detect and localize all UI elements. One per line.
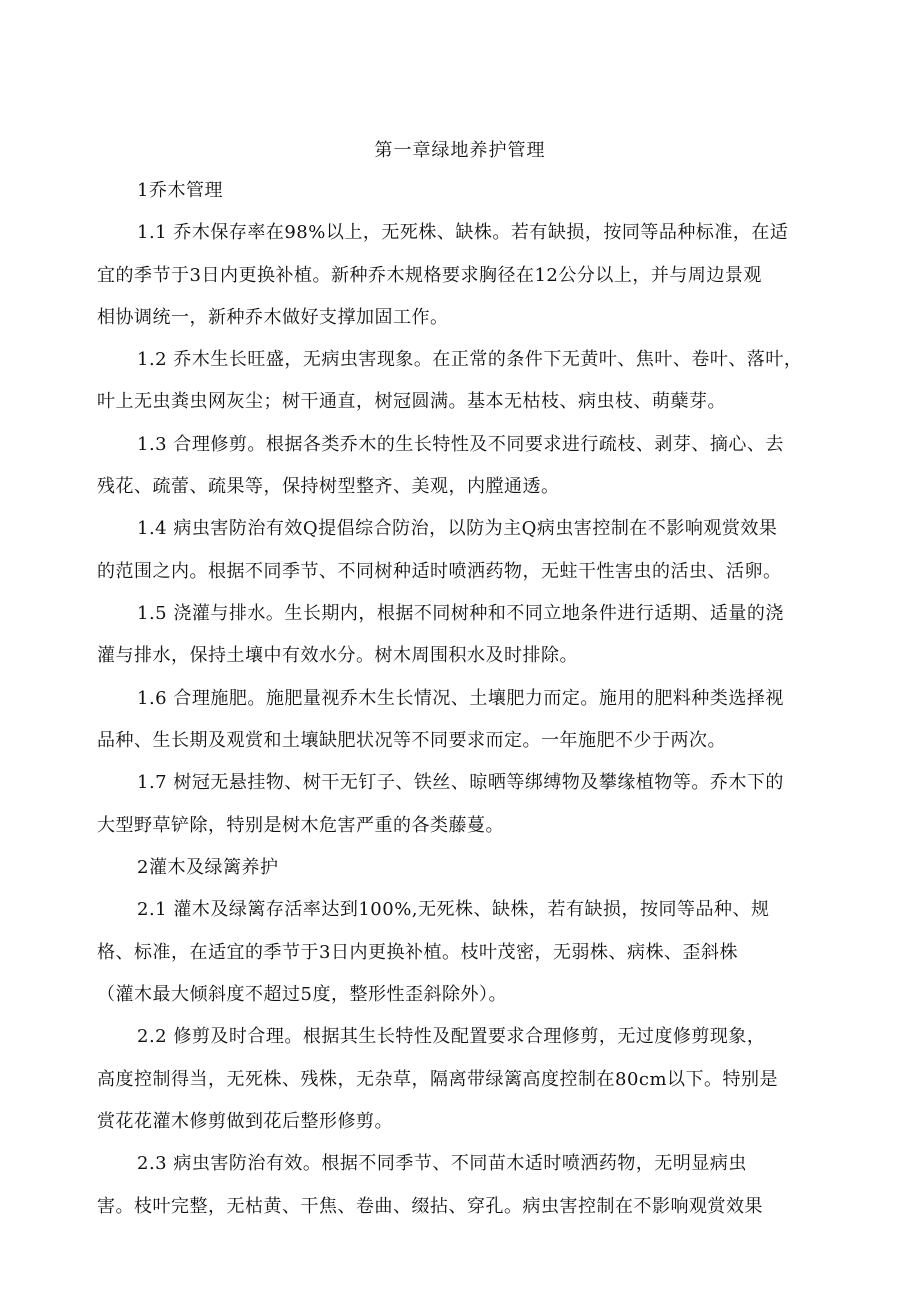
paragraph-line: 格、标准，在适宜的季节于3日内更换补植。枝叶茂密，无弱株、病株、歪斜株 bbox=[97, 942, 738, 963]
paragraph-line: 害。枝叶完整，无枯黄、干焦、卷曲、缀拈、穿孔。病虫害控制在不影响观赏效果 bbox=[97, 1196, 763, 1217]
paragraph-line: 1.5 浇灌与排水。生长期内，根据不同树种和不同立地条件进行适期、适量的浇 bbox=[137, 603, 784, 624]
paragraph-line: 2.2 修剪及时合理。根据其生长特性及配置要求合理修剪，无过度修剪现象， bbox=[137, 1026, 766, 1047]
section-heading-1: 1乔木管理 bbox=[137, 180, 223, 201]
paragraph-line: 1.2 乔木生长旺盛，无病虫害现象。在正常的条件下无黄叶、焦叶、卷叶、落叶， bbox=[137, 349, 803, 370]
paragraph-line: 2.1 灌木及绿篱存活率达到100%,无死株、缺株，若有缺损，按同等品种、规 bbox=[137, 899, 770, 920]
paragraph-line: 的范围之内。根据不同季节、不同树种适时喷洒药物，无蛀干性害虫的活虫、活卵。 bbox=[97, 561, 782, 582]
paragraph-line: 品种、生长期及观赏和土壤缺肥状况等不同要求而定。一年施肥不少于两次。 bbox=[97, 730, 726, 751]
paragraph-line: 高度控制得当，无死株、残株，无杂草，隔离带绿篱高度控制在80cm以下。特别是 bbox=[97, 1069, 779, 1090]
paragraph-line: 1.7 树冠无悬挂物、树干无钉子、铁丝、晾晒等绑缚物及攀缘植物等。乔木下的 bbox=[137, 772, 784, 793]
paragraph-line: 残花、疏蕾、疏果等，保持树型整齐、美观，内膛通透。 bbox=[97, 476, 560, 497]
paragraph-line: 1.6 合理施肥。施肥量视乔木生长情况、土壤肥力而定。施用的肥料种类选择视 bbox=[137, 688, 784, 709]
paragraph-line: 1.4 病虫害防治有效Q提倡综合防治，以防为主Q病虫害控制在不影响观赏效果 bbox=[137, 518, 778, 539]
paragraph-line: 宜的季节于3日内更换补植。新种乔木规格要求胸径在12公分以上，并与周边景观 bbox=[97, 265, 762, 286]
paragraph-line: （灌木最大倾斜度不超过5度，整形性歪斜除外）。 bbox=[97, 984, 507, 1005]
paragraph-line: 相协调统一，新种乔木做好支撑加固工作。 bbox=[97, 307, 449, 328]
section-heading-2: 2灌木及绿篱养护 bbox=[137, 857, 279, 878]
paragraph-line: 1.1 乔木保存率在98%以上，无死株、缺株。若有缺损，按同等品种标准，在适 bbox=[137, 222, 789, 243]
paragraph-line: 叶上无虫粪虫网灰尘；树干通直，树冠圆满。基本无枯枝、病虫枝、萌蘖芽。 bbox=[97, 391, 726, 412]
paragraph-line: 赏花花灌木修剪做到花后整形修剪。 bbox=[97, 1111, 393, 1132]
paragraph-line: 1.3 合理修剪。根据各类乔木的生长特性及不同要求进行疏枝、剥芽、摘心、去 bbox=[137, 434, 784, 455]
chapter-title: 第一章绿地养护管理 bbox=[374, 140, 546, 161]
paragraph-line: 大型野草铲除，特别是树木危害严重的各类藤蔓。 bbox=[97, 815, 504, 836]
paragraph-line: 2.3 病虫害防治有效。根据不同季节、不同苗木适时喷洒药物，无明显病虫 bbox=[137, 1153, 747, 1174]
paragraph-line: 灌与排水，保持土壤中有效水分。树木周围积水及时排除。 bbox=[97, 645, 578, 666]
